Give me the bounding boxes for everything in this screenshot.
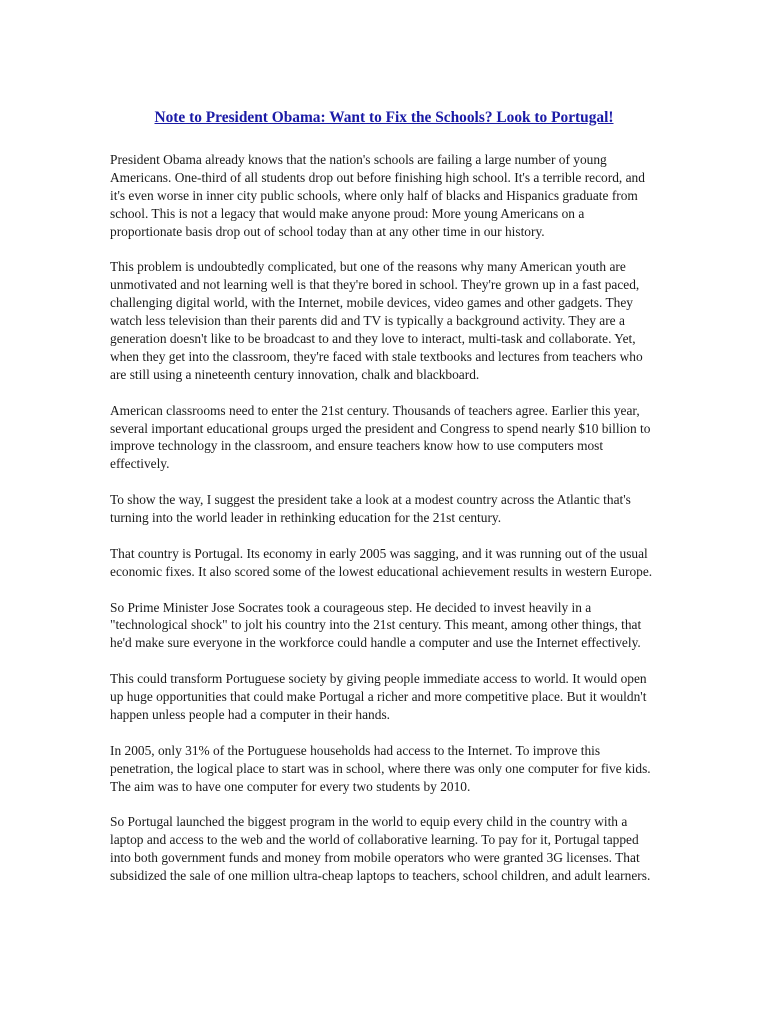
paragraph-7: This could transform Portuguese society by giving people immediate access to world. It would open up huge opportunities that could make Portugal a richer and more competitive place. But it wouldn't happen unless people had a computer in their hands. (110, 671, 647, 722)
paragraph-1: President Obama already knows that the nation's schools are failing a large number of young Americans. One-third of all students drop out before finishing high school. It's a terrible record, and it's even worse in inner city public schools, where only half of blacks and Hispanics graduate from school. This is not a legacy that would make anyone proud: More young Americans on a proportionate basis drop out of school today than at any other time in our history. (110, 152, 645, 239)
paragraph-6: So Prime Minister Jose Socrates took a courageous step. He decided to invest heavily in a "technological shock" to jolt his country into the 21st century. This meant, among other things, that he'd make sure everyone in the workforce could handle a computer and use the Internet effectively. (110, 599, 642, 651)
article-title (110, 108, 658, 128)
paragraph-5: That country is Portugal. Its economy in early 2005 was sagging, and it was running out of the usual economic fixes. It also scored some of the lowest educational achievement results in western Europe. (110, 545, 653, 579)
paragraph-2: This problem is undoubtedly complicated, but one of the reasons why many American youth are unmotivated and not learning well is that they're bored in school. They're grown up in a fast paced, challenging digital world, with the Internet, mobile devices, video games and other gadgets. They watch less television than their parents did and TV is typically a background activity. They are a generation doesn't like to be broadcast to and they love to interact, multi-task and collaborate. Yet, when they get into the classroom, they're faced with stale textbooks and lectures from teachers who are still using a nineteenth century innovation, chalk and blackboard. (110, 259, 643, 382)
paragraph-4: To show the way, I suggest the president take a look at a modest country across the Atlantic that's turning into the world leader in rethinking education for the 21st century. (110, 492, 631, 526)
article-title-link[interactable]: Note to President Obama: Want to Fix the Schools? Look to Portugal! (154, 109, 614, 126)
document-page (110, 108, 658, 903)
paragraph-8: In 2005, only 31% of the Portuguese households had access to the Internet. To improve this penetration, the logical place to start was in school, where there was only one computer for five kids. The aim was to have one computer for every two students by 2010. (110, 742, 651, 794)
paragraph-9: So Portugal launched the biggest program in the world to equip every child in the country with a laptop and access to the web and the world of collaborative learning. To pay for it, Portugal tapped into both government funds and money from mobile operators who were granted 3G licenses. That subsidized the sale of one million ultra-cheap laptops to teachers, school children, and adult learners. (110, 814, 651, 884)
paragraph-3: American classrooms need to enter the 21st century. Thousands of teachers agree. Earlier this year, several important educational groups urged the president and Congress to spend nearly $10 billion to improve technology in the classroom, and ensure teachers know how to use computers most effectively. (110, 402, 651, 472)
